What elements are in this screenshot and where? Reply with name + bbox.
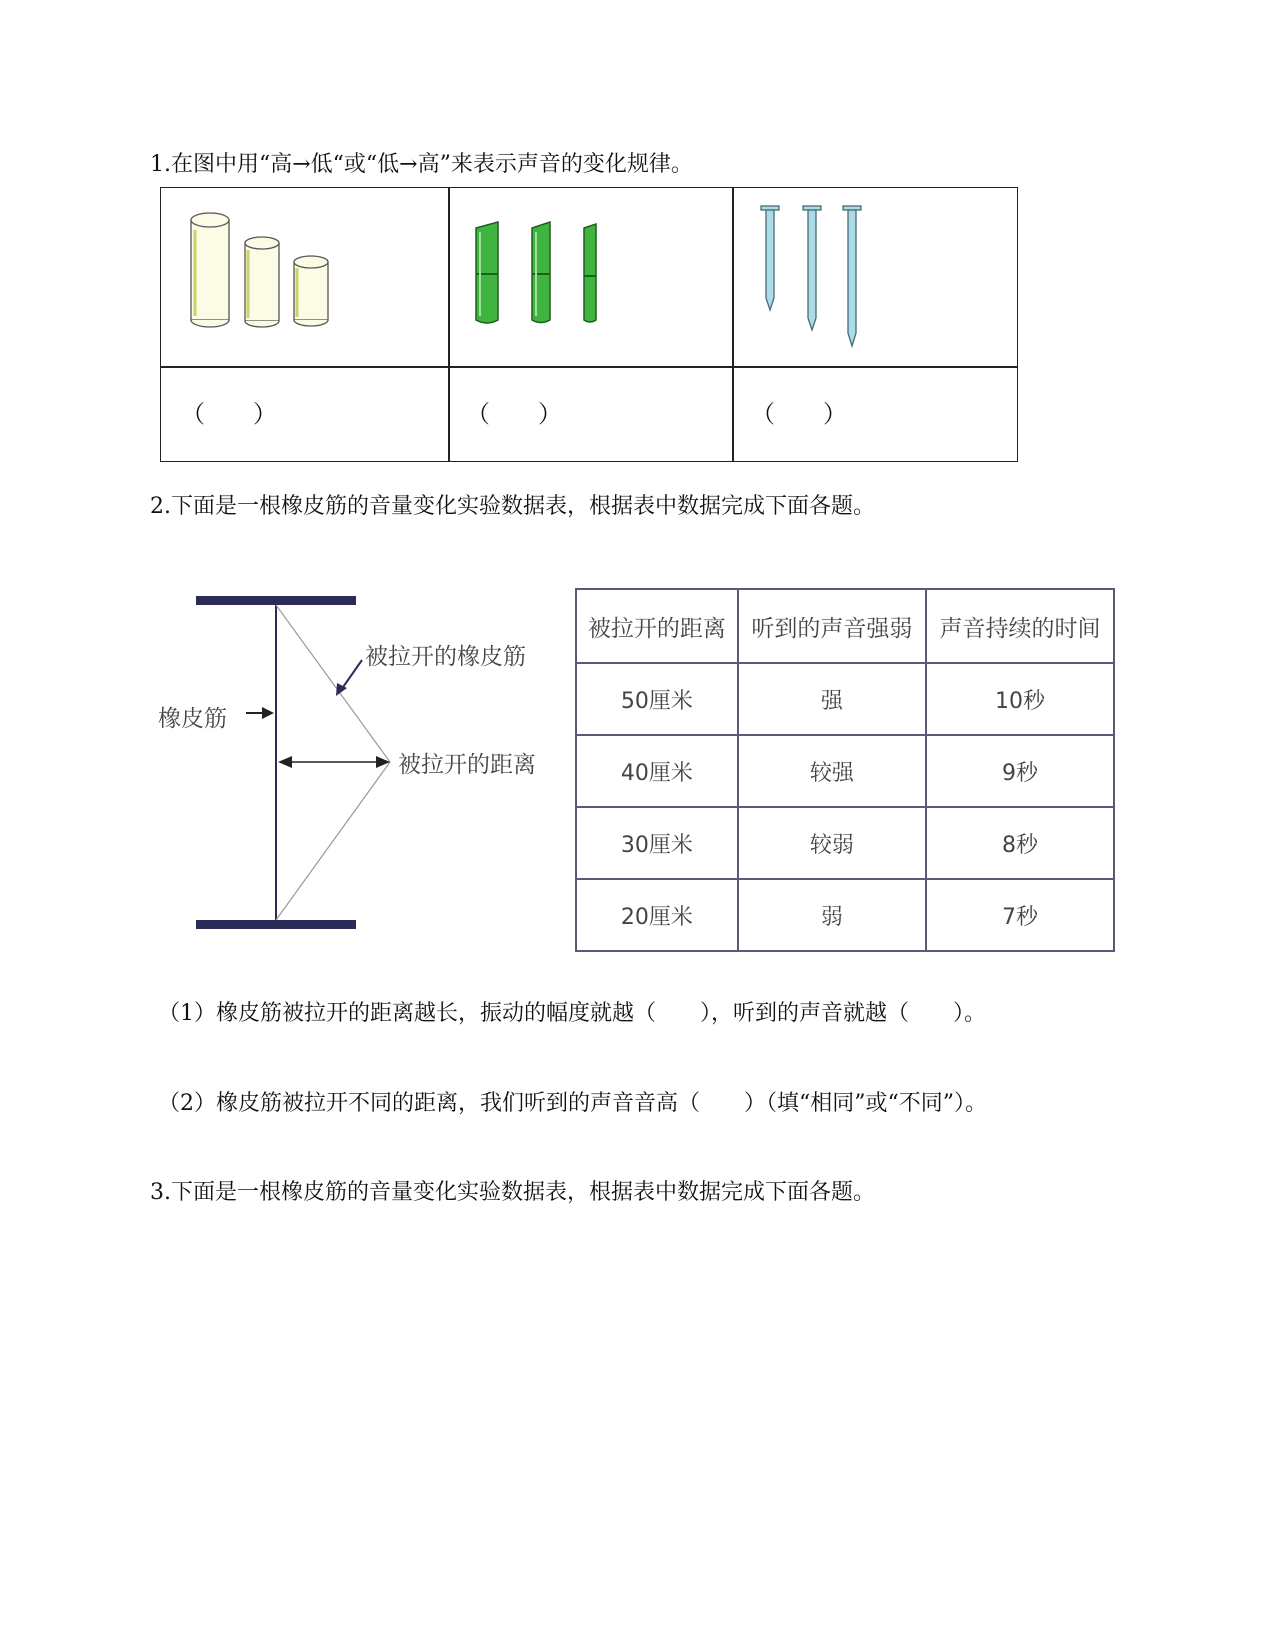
bamboo-tubes-icon bbox=[466, 208, 626, 338]
table-cell: 10秒 bbox=[926, 663, 1114, 735]
table-header: 听到的声音强弱 bbox=[738, 589, 926, 663]
table-cell: 9秒 bbox=[926, 735, 1114, 807]
table-cell: 8秒 bbox=[926, 807, 1114, 879]
table-cell: 30厘米 bbox=[576, 807, 738, 879]
question-1-text: 1.在图中用“高→低“或“低→高”来表示声音的变化规律。 bbox=[150, 152, 693, 177]
question-2-sub-2: （2）橡皮筋被拉开不同的距离，我们听到的声音音高（ ）（填“相同”或“不同”）。 bbox=[158, 1091, 987, 1116]
table-cell: 较强 bbox=[738, 735, 926, 807]
table-cell: 40厘米 bbox=[576, 735, 738, 807]
nails-icon bbox=[751, 198, 891, 353]
table-cell: 强 bbox=[738, 663, 926, 735]
table-row bbox=[576, 663, 1114, 735]
table-row bbox=[576, 807, 1114, 879]
grid-divider bbox=[732, 188, 734, 461]
question-2-text: 2.下面是一根橡皮筋的音量变化实验数据表，根据表中数据完成下面各题。 bbox=[150, 494, 875, 519]
label-stretched-band: 被拉开的橡皮筋 bbox=[365, 644, 526, 670]
cylinders-icon bbox=[181, 208, 351, 338]
table-cell: 50厘米 bbox=[576, 663, 738, 735]
experiment-table bbox=[575, 588, 1115, 952]
label-distance: 被拉开的距离 bbox=[398, 752, 536, 778]
grid-divider bbox=[161, 366, 1017, 368]
answer-blank-2[interactable]: （ ） bbox=[466, 400, 562, 428]
answer-blank-3[interactable]: （ ） bbox=[751, 400, 847, 428]
table-header-row bbox=[576, 589, 1114, 663]
table-cell: 弱 bbox=[738, 879, 926, 951]
table-header: 被拉开的距离 bbox=[576, 589, 738, 663]
label-rubber-band: 橡皮筋 bbox=[158, 706, 227, 732]
answer-blank-1[interactable]: （ ） bbox=[181, 400, 277, 428]
question-2-sub-1: （1）橡皮筋被拉开的距离越长，振动的幅度就越（ ），听到的声音就越（ ）。 bbox=[158, 1001, 986, 1026]
table-cell: 7秒 bbox=[926, 879, 1114, 951]
question-3-text: 3.下面是一根橡皮筋的音量变化实验数据表，根据表中数据完成下面各题。 bbox=[150, 1180, 875, 1205]
table-row bbox=[576, 879, 1114, 951]
question-1-grid bbox=[160, 187, 1018, 462]
table-row bbox=[576, 735, 1114, 807]
grid-divider bbox=[448, 188, 450, 461]
table-header: 声音持续的时间 bbox=[926, 589, 1114, 663]
table-cell: 20厘米 bbox=[576, 879, 738, 951]
table-cell: 较弱 bbox=[738, 807, 926, 879]
